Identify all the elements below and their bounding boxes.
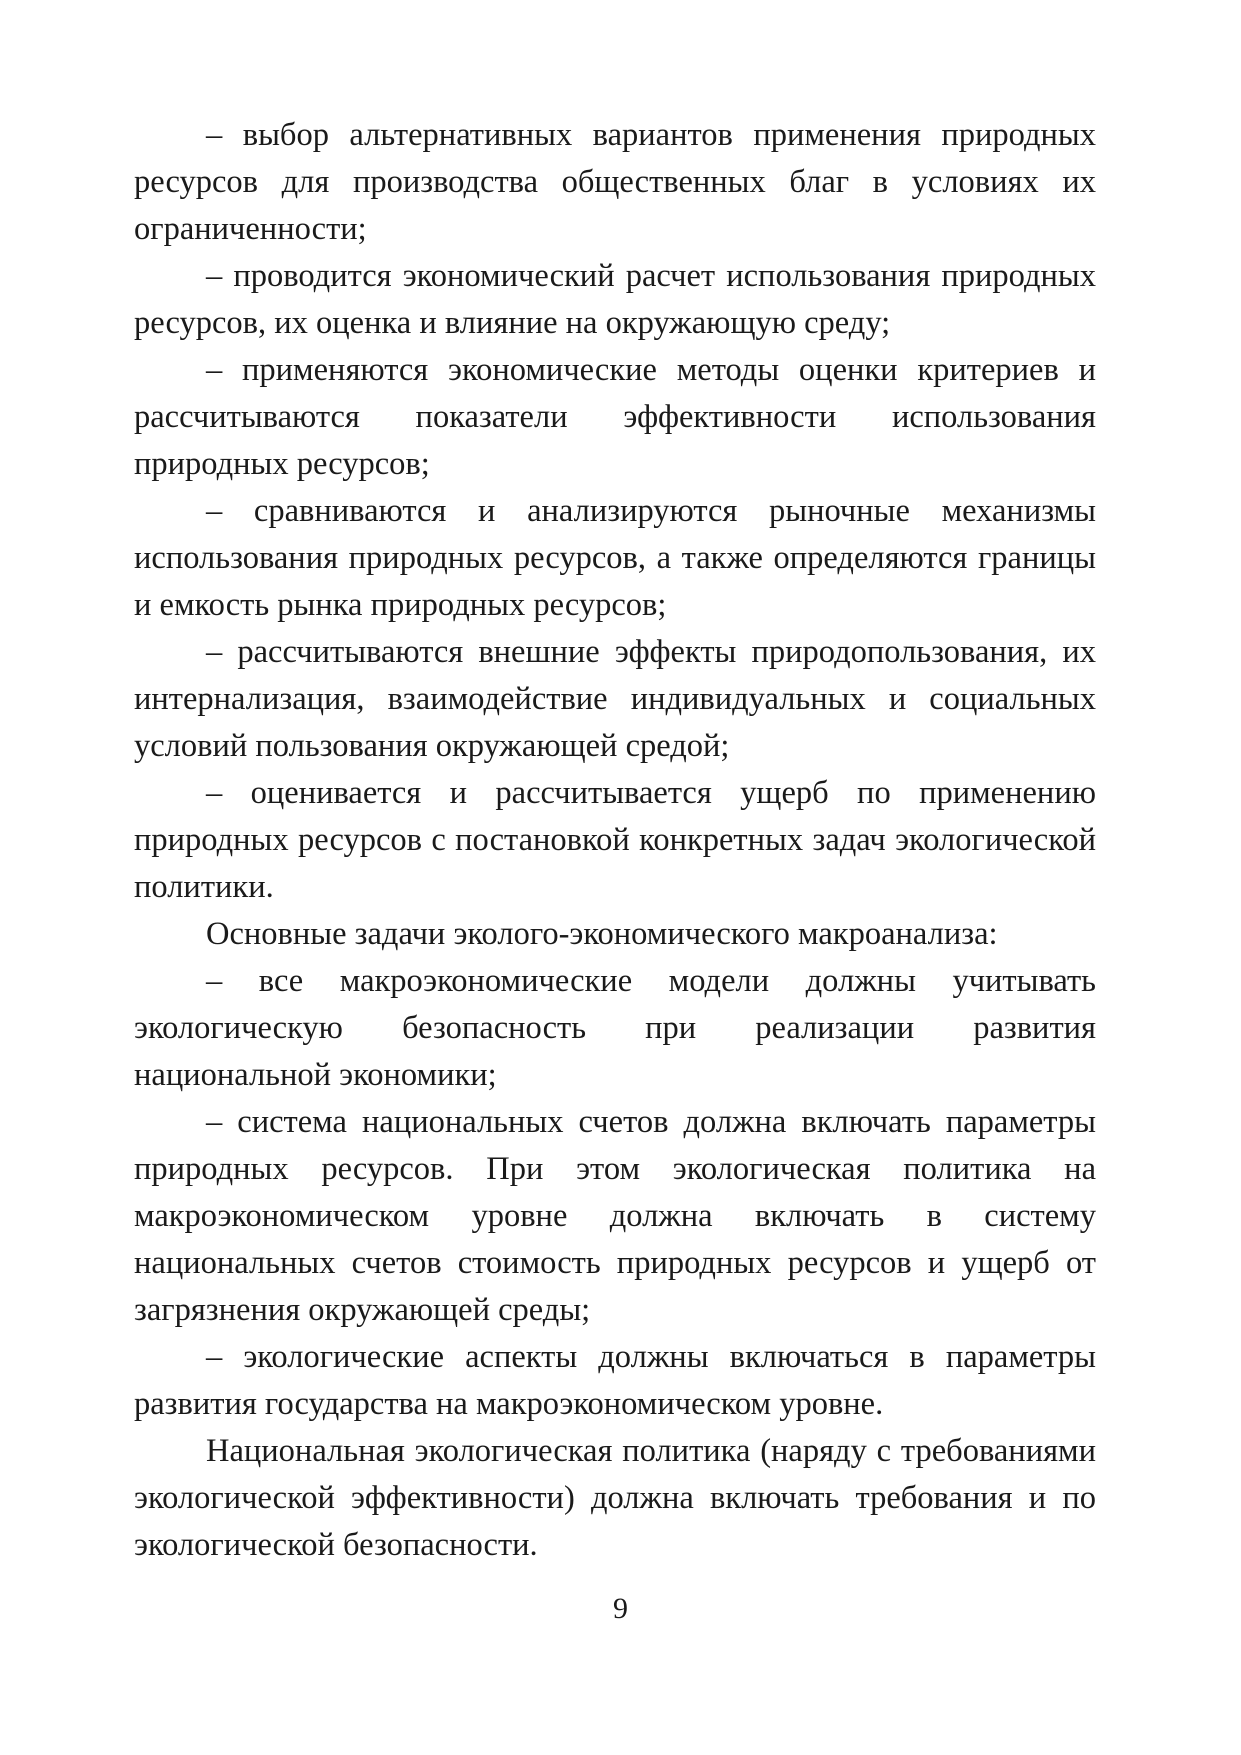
paragraph-bullet-5: – рассчитываются внешние эффекты природопользования, их интернализация, взаимодействие индивидуальных и социальных условий пользования окружающей средой;	[134, 634, 1096, 764]
paragraph-bullet-2: – проводится экономический расчет использования природных ресурсов, их оценка и влияние на окружающую среду;	[134, 258, 1096, 341]
paragraph-bullet-3: – применяются экономические методы оценки критериев и рассчитываются показатели эффективности использования природных ресурсов;	[134, 352, 1096, 482]
paragraph-national-policy: Национальная экологическая политика (наряду с требованиями экологической эффективности) должна включать требования и по экологической безопасности.	[134, 1433, 1096, 1563]
paragraph-macro-bullet-2: – система национальных счетов должна включать параметры природных ресурсов. При этом экологическая политика на макроэкономическом уровне должна включать в систему национальных счетов стоимость природных ресурсов и ущерб от загрязнения окружающей среды;	[134, 1104, 1096, 1328]
paragraph-macro-bullet-1: – все макроэкономические модели должны учитывать экологическую безопасность при реализации развития национальной экономики;	[134, 963, 1096, 1093]
page-number: 9	[613, 1592, 628, 1625]
paragraph-bullet-1: – выбор альтернативных вариантов применения природных ресурсов для производства общественных благ в условиях их ограниченности;	[134, 117, 1096, 247]
body-text	[134, 112, 1096, 1569]
paragraph-bullet-6: – оценивается и рассчитывается ущерб по применению природных ресурсов с постановкой конкретных задач экологической политики.	[134, 775, 1096, 905]
paragraph-macro-bullet-3: – экологические аспекты должны включаться в параметры развития государства на макроэкономическом уровне.	[134, 1339, 1096, 1422]
paragraph-macro-tasks-heading: Основные задачи эколого-экономического макроанализа:	[206, 916, 998, 952]
paragraph-bullet-4: – сравниваются и анализируются рыночные механизмы использования природных ресурсов, а также определяются границы и емкость рынка природных ресурсов;	[134, 493, 1096, 623]
